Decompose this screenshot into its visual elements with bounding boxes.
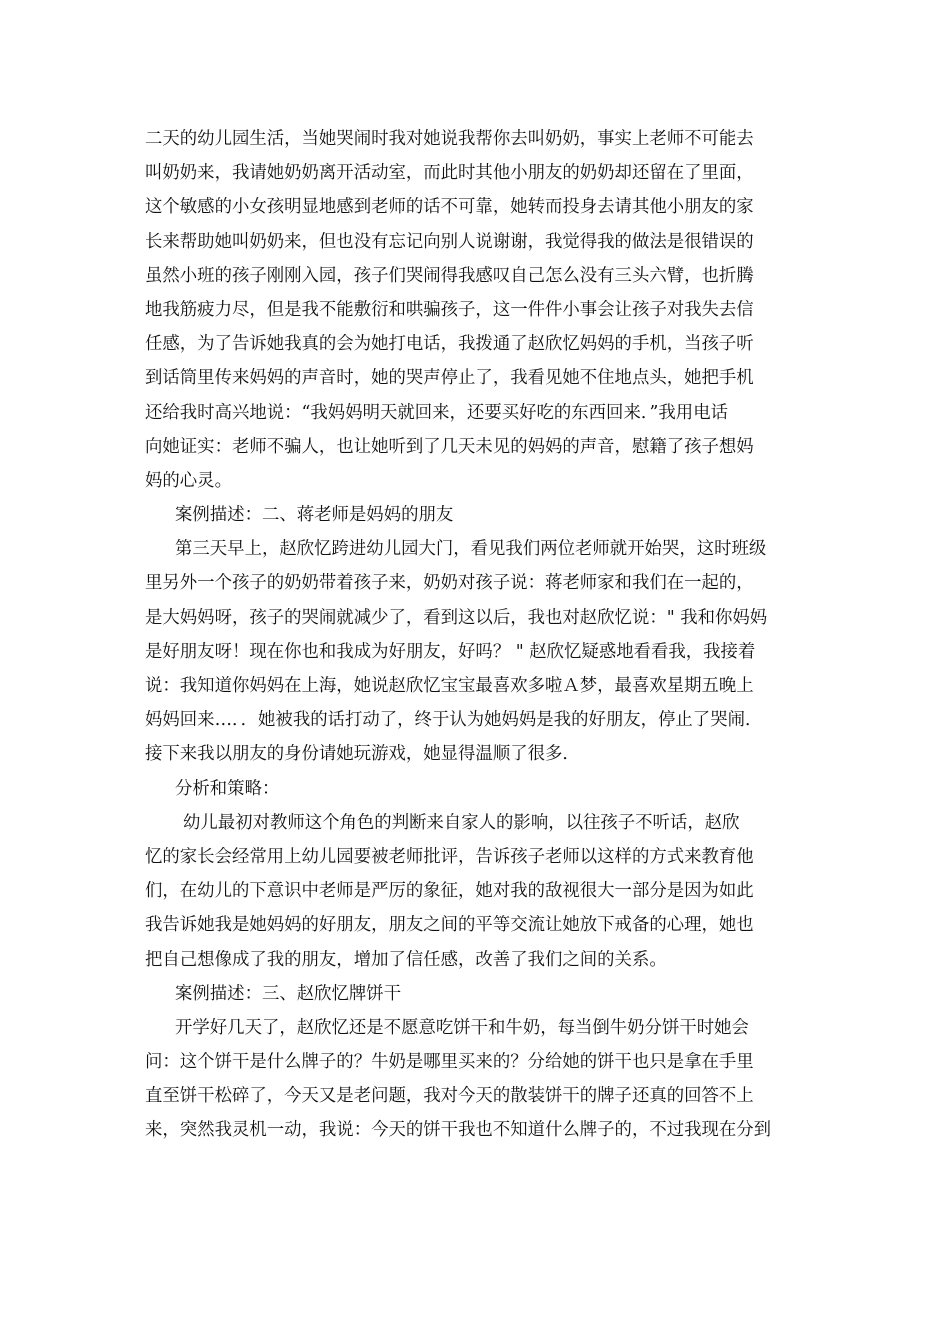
text-line: 叫奶奶来，我请她奶奶离开活动室，而此时其他小朋友的奶奶却还留在了里面，	[145, 163, 754, 184]
text-line: 幼儿最初对教师这个角色的判断来自家人的影响，以往孩子不听话，赵欣	[183, 812, 740, 833]
text-line: 向她证实：老师不骗人，也让她听到了几天未见的妈妈的声音，慰籍了孩子想妈	[145, 436, 754, 457]
text-line: 们，在幼儿的下意识中老师是严厉的象征，她对我的敌视很大一部分是因为如此	[145, 881, 754, 902]
text-line: 长来帮助她叫奶奶来，但也没有忘记向别人说谢谢，我觉得我的做法是很错误的	[145, 231, 754, 252]
text-line: 二天的幼儿园生活，当她哭闹时我对她说我帮你去叫奶奶，事实上老师不可能去	[145, 129, 754, 149]
text-line: 这个敏感的小女孩明显地感到老师的话不可靠，她转而投身去请其他小朋友的家	[145, 197, 754, 218]
document-page	[145, 122, 810, 1148]
text-line: 把自己想像成了我的朋友，增加了信任感，改善了我们之间的关系。	[145, 949, 667, 970]
text-line: 里另外一个孩子的奶奶带着孩子来，奶奶对孩子说：蒋老师家和我们在一起的，	[145, 573, 754, 594]
text-line: 直至饼干松碎了，今天又是老问题，我对今天的散装饼干的牌子还真的回答不上	[145, 1086, 754, 1107]
text-line: 是好朋友呀！现在你也和我成为好朋友，好吗？ " 赵欣忆疑惑地看看我，我接着	[145, 641, 756, 662]
text-line: 妈妈回来…．．她被我的话打动了，终于认为她妈妈是我的好朋友，停止了哭闹．	[145, 710, 763, 731]
section-heading: 案例描述：二、蒋老师是妈妈的朋友	[175, 505, 454, 526]
section-heading: 案例描述：三、赵欣忆牌饼干	[175, 983, 402, 1004]
text-line: 虽然小班的孩子刚刚入园，孩子们哭闹得我感叹自己怎么没有三头六臂，也折腾	[145, 265, 754, 286]
section-heading: 分析和策略：	[175, 778, 280, 799]
text-line: 我告诉她我是她妈妈的好朋友，朋友之间的平等交流让她放下戒备的心理，她也	[145, 915, 754, 936]
text-line: 到话筒里传来妈妈的声音时，她的哭声停止了，我看见她不住地点头，她把手机	[145, 368, 754, 389]
text-line: 地我筋疲力尽，但是我不能敷衍和哄骗孩子，这一件件小事会让孩子对我失去信	[145, 299, 754, 320]
text-line: 说：我知道你妈妈在上海，她说赵欣忆宝宝最喜欢多啦Ａ梦，最喜欢星期五晚上	[145, 676, 754, 696]
text-line: 任感，为了告诉她我真的会为她打电话，我拨通了赵欣忆妈妈的手机，当孩子听	[145, 334, 754, 355]
text-line: 是大妈妈呀，孩子的哭闹就减少了，看到这以后，我也对赵欣忆说：" 我和你妈妈	[145, 607, 768, 628]
text-line: 忆的家长会经常用上幼儿园要被老师批评，告诉孩子老师以这样的方式来教育他	[145, 846, 754, 867]
text-line: 妈的心灵。	[145, 470, 232, 491]
text-line: 问：这个饼干是什么牌子的？牛奶是哪里买来的？分给她的饼干也只是拿在手里	[145, 1052, 754, 1073]
text-line: 接下来我以朋友的身份请她玩游戏，她显得温顺了很多．	[145, 744, 580, 765]
text-line: 还给我时高兴地说：“我妈妈明天就回来，还要买好吃的东西回来．”我用电话	[145, 402, 728, 423]
text-line: 来，突然我灵机一动，我说：今天的饼干我也不知道什么牌子的，不过我现在分到	[145, 1120, 772, 1141]
text-line: 第三天早上，赵欣忆跨进幼儿园大门，看见我们两位老师就开始哭，这时班级	[175, 539, 767, 560]
text-line: 开学好几天了，赵欣忆还是不愿意吃饼干和牛奶，每当倒牛奶分饼干时她会	[175, 1017, 749, 1038]
